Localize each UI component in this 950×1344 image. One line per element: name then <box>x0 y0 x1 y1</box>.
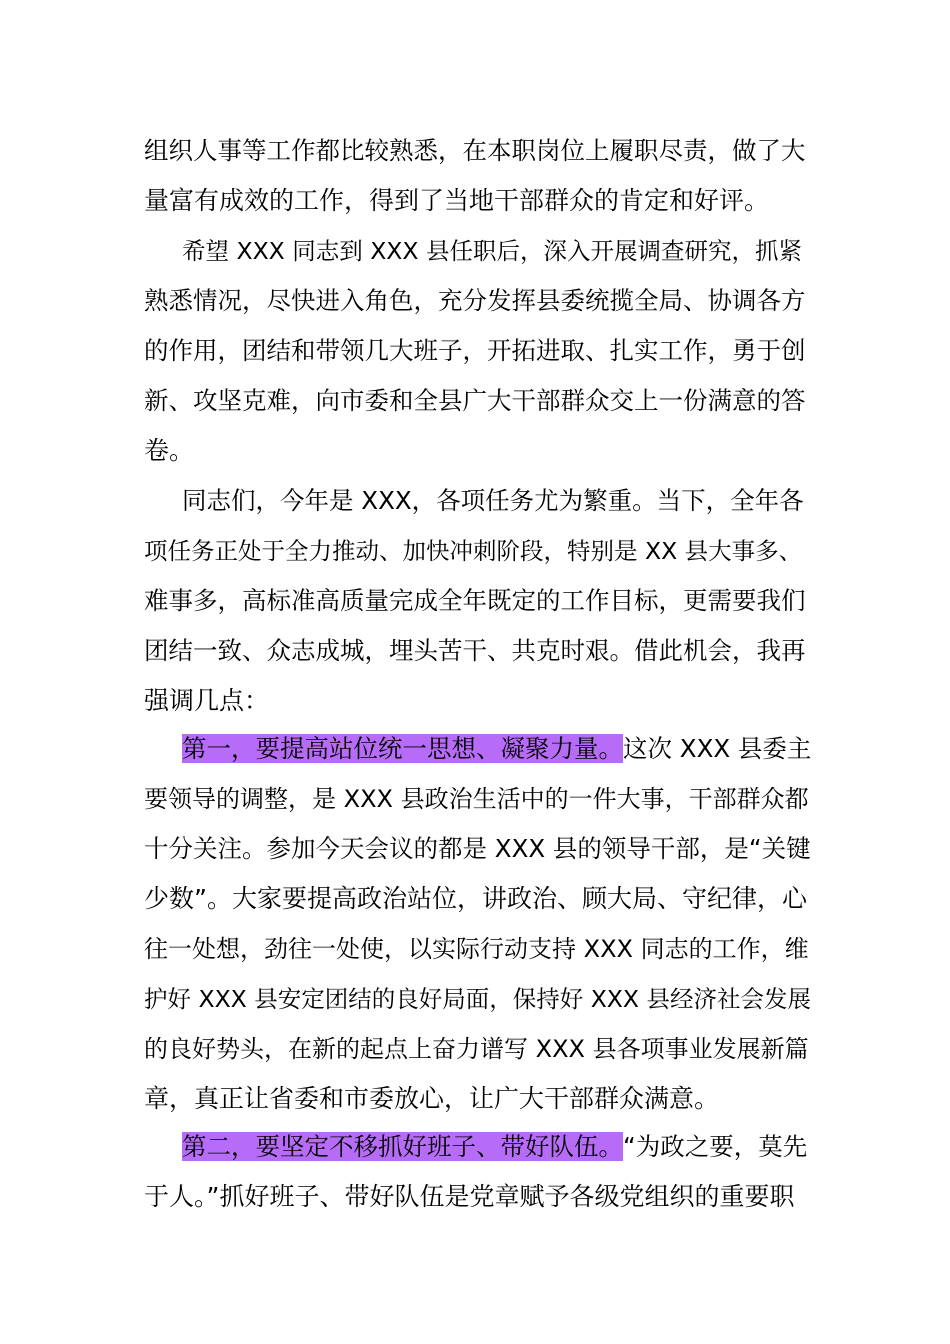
text-line: 组织人事等工作都比较熟悉，在本职岗位上履职尽责，做了大 <box>144 136 806 165</box>
text-line: 要领导的调整，是 XXX 县政治生活中的一件大事，干部群众都 <box>144 785 809 813</box>
text-line: 熟悉情况，尽快进入角色，充分发挥县委统揽全局、协调各方 <box>144 286 806 315</box>
text-line: 项任务正处于全力推动、加快冲刺阶段，特别是 XX 县大事多、 <box>144 537 803 565</box>
text-line: 卷。 <box>144 436 195 465</box>
text-line: 难事多，高标准高质量完成全年既定的工作目标，更需要我们 <box>144 586 806 615</box>
text-line: 同志们，今年是 XXX，各项任务尤为繁重。当下，全年各 <box>182 486 804 515</box>
paragraph-first-line <box>182 1122 807 1172</box>
text-run: 这次 XXX 县委主 <box>623 734 812 763</box>
text-line: 强调几点： <box>144 686 270 715</box>
text-line: 的良好势头，在新的起点上奋力谱写 XXX 县各项事业发展新篇 <box>144 1035 809 1063</box>
paragraph-first-line <box>182 724 811 774</box>
text-line: 新、攻坚克难，向市委和全县广大干部群众交上一份满意的答 <box>144 386 806 415</box>
text-line: 希望 XXX 同志到 XXX 县任职后，深入开展调查研究，抓紧 <box>182 237 802 265</box>
text-line: 护好 XXX 县安定团结的良好局面，保持好 XXX 县经济社会发展 <box>144 985 811 1013</box>
text-line: 于人。”抓好班子、带好队伍是党章赋予各级党组织的重要职 <box>144 1182 795 1211</box>
text-line: 十分关注。参加今天会议的都是 XXX 县的领导干部，是“关键 <box>144 834 811 863</box>
text-line: 往一处想，劲往一处使，以实际行动支持 XXX 同志的工作，维 <box>144 935 809 963</box>
text-line: 的作用，团结和带领几大班子，开拓进取、扎实工作，勇于创 <box>144 336 806 365</box>
text-line: 少数”。大家要提高政治站位，讲政治、顾大局、守纪律，心 <box>144 884 807 913</box>
text-line: 团结一致、众志成城，埋头苦干、共克时艰。借此机会，我再 <box>144 636 806 665</box>
highlighted-heading: 第二，要坚定不移抓好班子、带好队伍。 <box>182 1132 623 1161</box>
highlighted-heading: 第一，要提高站位统一思想、凝聚力量。 <box>182 734 623 763</box>
text-run: “为政之要，莫先 <box>623 1132 808 1161</box>
text-line: 章，真正让省委和市委放心，让广大干部群众满意。 <box>144 1084 720 1113</box>
text-line: 量富有成效的工作，得到了当地干部群众的肯定和好评。 <box>144 186 770 215</box>
